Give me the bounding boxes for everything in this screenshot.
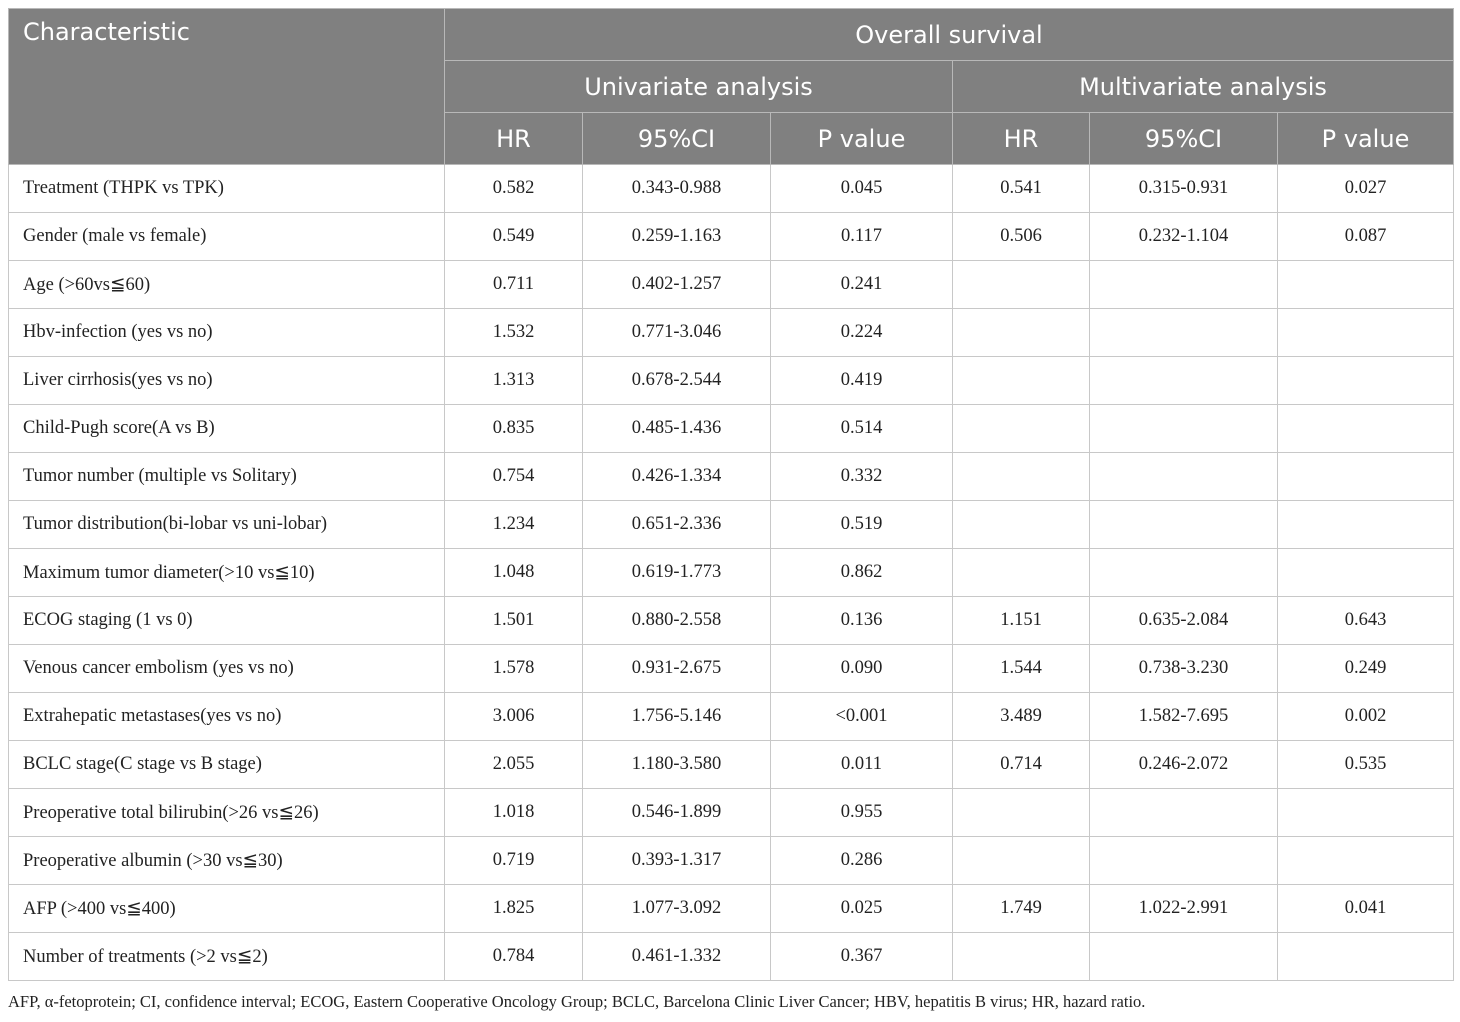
univariate-ci-cell: 0.931-2.675 xyxy=(583,645,771,693)
table-header xyxy=(9,9,1454,165)
table-row xyxy=(9,741,1454,789)
univariate-p-value-cell: 0.241 xyxy=(771,261,953,309)
characteristic-cell: Liver cirrhosis(yes vs no) xyxy=(9,357,445,405)
univariate-hr-cell: 1.532 xyxy=(445,309,583,357)
univariate-ci-cell: 0.461-1.332 xyxy=(583,933,771,981)
multivariate-hr-cell xyxy=(953,933,1090,981)
characteristic-cell: Maximum tumor diameter(>10 vs≦10) xyxy=(9,549,445,597)
table-row xyxy=(9,693,1454,741)
multivariate-p-value-cell: 0.249 xyxy=(1278,645,1454,693)
table-row xyxy=(9,645,1454,693)
univariate-hr-cell: 0.711 xyxy=(445,261,583,309)
univariate-p-value-cell: 0.514 xyxy=(771,405,953,453)
multivariate-ci-cell xyxy=(1090,549,1278,597)
multivariate-ci-cell: 1.022-2.991 xyxy=(1090,885,1278,933)
univariate-hr-cell: 0.835 xyxy=(445,405,583,453)
table-row xyxy=(9,405,1454,453)
univariate-p-value-cell: 0.519 xyxy=(771,501,953,549)
univariate-p-value-cell: 0.419 xyxy=(771,357,953,405)
header-univariate-ci: 95%CI xyxy=(583,113,771,165)
univariate-hr-cell: 2.055 xyxy=(445,741,583,789)
multivariate-p-value-cell xyxy=(1278,261,1454,309)
table-row xyxy=(9,453,1454,501)
header-multivariate-hr: HR xyxy=(953,113,1090,165)
characteristic-cell: Tumor distribution(bi-lobar vs uni-lobar) xyxy=(9,501,445,549)
univariate-hr-cell: 1.018 xyxy=(445,789,583,837)
multivariate-p-value-cell xyxy=(1278,453,1454,501)
univariate-ci-cell: 0.402-1.257 xyxy=(583,261,771,309)
multivariate-hr-cell xyxy=(953,789,1090,837)
characteristic-cell: Tumor number (multiple vs Solitary) xyxy=(9,453,445,501)
univariate-ci-cell: 1.756-5.146 xyxy=(583,693,771,741)
table-row xyxy=(9,309,1454,357)
header-overall-survival: Overall survival xyxy=(445,9,1454,61)
header-characteristic: Characteristic xyxy=(9,9,445,165)
multivariate-ci-cell xyxy=(1090,501,1278,549)
univariate-p-value-cell: 0.367 xyxy=(771,933,953,981)
univariate-p-value-cell: 0.117 xyxy=(771,213,953,261)
table-row xyxy=(9,837,1454,885)
multivariate-hr-cell xyxy=(953,549,1090,597)
table-row xyxy=(9,501,1454,549)
multivariate-ci-cell xyxy=(1090,453,1278,501)
multivariate-p-value-cell xyxy=(1278,309,1454,357)
multivariate-p-value-cell xyxy=(1278,933,1454,981)
multivariate-p-value-cell xyxy=(1278,789,1454,837)
multivariate-ci-cell xyxy=(1090,933,1278,981)
univariate-hr-cell: 1.234 xyxy=(445,501,583,549)
multivariate-hr-cell xyxy=(953,501,1090,549)
table-body xyxy=(9,165,1454,981)
multivariate-hr-cell xyxy=(953,837,1090,885)
univariate-ci-cell: 0.426-1.334 xyxy=(583,453,771,501)
multivariate-ci-cell: 1.582-7.695 xyxy=(1090,693,1278,741)
multivariate-hr-cell: 0.541 xyxy=(953,165,1090,213)
univariate-hr-cell: 0.754 xyxy=(445,453,583,501)
multivariate-hr-cell xyxy=(953,261,1090,309)
univariate-ci-cell: 0.546-1.899 xyxy=(583,789,771,837)
univariate-ci-cell: 1.077-3.092 xyxy=(583,885,771,933)
table-footnote: AFP, α-fetoprotein; CI, confidence interval; ECOG, Eastern Cooperative Oncology Group; BCLC, Barcelona Clinic Liver Cancer; HBV, hepatitis B virus; HR, hazard ratio. xyxy=(8,992,1146,1011)
univariate-p-value-cell: <0.001 xyxy=(771,693,953,741)
univariate-p-value-cell: 0.955 xyxy=(771,789,953,837)
multivariate-ci-cell xyxy=(1090,309,1278,357)
multivariate-hr-cell: 1.544 xyxy=(953,645,1090,693)
characteristic-cell: AFP (>400 vs≦400) xyxy=(9,885,445,933)
table-row xyxy=(9,261,1454,309)
table-row xyxy=(9,213,1454,261)
univariate-p-value-cell: 0.332 xyxy=(771,453,953,501)
univariate-hr-cell: 1.313 xyxy=(445,357,583,405)
univariate-ci-cell: 0.771-3.046 xyxy=(583,309,771,357)
univariate-p-value-cell: 0.045 xyxy=(771,165,953,213)
univariate-ci-cell: 0.678-2.544 xyxy=(583,357,771,405)
multivariate-hr-cell: 1.151 xyxy=(953,597,1090,645)
survival-analysis-table xyxy=(8,8,1454,981)
univariate-ci-cell: 0.485-1.436 xyxy=(583,405,771,453)
multivariate-hr-cell xyxy=(953,405,1090,453)
characteristic-cell: Child-Pugh score(A vs B) xyxy=(9,405,445,453)
characteristic-cell: Venous cancer embolism (yes vs no) xyxy=(9,645,445,693)
characteristic-cell: Extrahepatic metastases(yes vs no) xyxy=(9,693,445,741)
characteristic-cell: BCLC stage(C stage vs B stage) xyxy=(9,741,445,789)
header-univariate-analysis: Univariate analysis xyxy=(445,61,953,113)
multivariate-hr-cell: 3.489 xyxy=(953,693,1090,741)
characteristic-cell: ECOG staging (1 vs 0) xyxy=(9,597,445,645)
univariate-ci-cell: 0.393-1.317 xyxy=(583,837,771,885)
characteristic-cell: Number of treatments (>2 vs≦2) xyxy=(9,933,445,981)
multivariate-p-value-cell xyxy=(1278,501,1454,549)
univariate-hr-cell: 0.549 xyxy=(445,213,583,261)
univariate-hr-cell: 0.784 xyxy=(445,933,583,981)
multivariate-hr-cell: 1.749 xyxy=(953,885,1090,933)
multivariate-hr-cell: 0.714 xyxy=(953,741,1090,789)
univariate-p-value-cell: 0.011 xyxy=(771,741,953,789)
univariate-ci-cell: 0.651-2.336 xyxy=(583,501,771,549)
univariate-p-value-cell: 0.286 xyxy=(771,837,953,885)
univariate-hr-cell: 1.501 xyxy=(445,597,583,645)
characteristic-cell: Hbv-infection (yes vs no) xyxy=(9,309,445,357)
characteristic-cell: Preoperative albumin (>30 vs≦30) xyxy=(9,837,445,885)
table-row xyxy=(9,885,1454,933)
multivariate-ci-cell xyxy=(1090,357,1278,405)
header-multivariate-ci: 95%CI xyxy=(1090,113,1278,165)
univariate-hr-cell: 1.825 xyxy=(445,885,583,933)
multivariate-ci-cell: 0.246-2.072 xyxy=(1090,741,1278,789)
characteristic-cell: Gender (male vs female) xyxy=(9,213,445,261)
univariate-ci-cell: 0.880-2.558 xyxy=(583,597,771,645)
header-univariate-p-value: P value xyxy=(771,113,953,165)
multivariate-p-value-cell: 0.535 xyxy=(1278,741,1454,789)
univariate-hr-cell: 0.719 xyxy=(445,837,583,885)
univariate-p-value-cell: 0.862 xyxy=(771,549,953,597)
multivariate-p-value-cell xyxy=(1278,549,1454,597)
table-row xyxy=(9,165,1454,213)
univariate-p-value-cell: 0.136 xyxy=(771,597,953,645)
univariate-hr-cell: 1.578 xyxy=(445,645,583,693)
univariate-hr-cell: 3.006 xyxy=(445,693,583,741)
multivariate-ci-cell: 0.635-2.084 xyxy=(1090,597,1278,645)
header-univariate-hr: HR xyxy=(445,113,583,165)
multivariate-hr-cell: 0.506 xyxy=(953,213,1090,261)
univariate-ci-cell: 0.619-1.773 xyxy=(583,549,771,597)
table-row xyxy=(9,597,1454,645)
table-row xyxy=(9,549,1454,597)
table-row xyxy=(9,357,1454,405)
multivariate-p-value-cell xyxy=(1278,405,1454,453)
multivariate-ci-cell xyxy=(1090,789,1278,837)
univariate-ci-cell: 0.259-1.163 xyxy=(583,213,771,261)
multivariate-ci-cell xyxy=(1090,261,1278,309)
characteristic-cell: Preoperative total bilirubin(>26 vs≦26) xyxy=(9,789,445,837)
multivariate-ci-cell: 0.232-1.104 xyxy=(1090,213,1278,261)
multivariate-p-value-cell xyxy=(1278,357,1454,405)
multivariate-p-value-cell: 0.087 xyxy=(1278,213,1454,261)
univariate-ci-cell: 0.343-0.988 xyxy=(583,165,771,213)
multivariate-hr-cell xyxy=(953,453,1090,501)
univariate-ci-cell: 1.180-3.580 xyxy=(583,741,771,789)
characteristic-cell: Age (>60vs≦60) xyxy=(9,261,445,309)
multivariate-p-value-cell: 0.002 xyxy=(1278,693,1454,741)
multivariate-ci-cell: 0.315-0.931 xyxy=(1090,165,1278,213)
univariate-hr-cell: 0.582 xyxy=(445,165,583,213)
header-multivariate-p-value: P value xyxy=(1278,113,1454,165)
univariate-p-value-cell: 0.224 xyxy=(771,309,953,357)
table-row xyxy=(9,789,1454,837)
univariate-p-value-cell: 0.090 xyxy=(771,645,953,693)
multivariate-p-value-cell xyxy=(1278,837,1454,885)
table-row xyxy=(9,933,1454,981)
multivariate-p-value-cell: 0.027 xyxy=(1278,165,1454,213)
characteristic-cell: Treatment (THPK vs TPK) xyxy=(9,165,445,213)
multivariate-p-value-cell: 0.643 xyxy=(1278,597,1454,645)
header-multivariate-analysis: Multivariate analysis xyxy=(953,61,1454,113)
multivariate-p-value-cell: 0.041 xyxy=(1278,885,1454,933)
univariate-p-value-cell: 0.025 xyxy=(771,885,953,933)
multivariate-ci-cell xyxy=(1090,837,1278,885)
multivariate-ci-cell: 0.738-3.230 xyxy=(1090,645,1278,693)
multivariate-hr-cell xyxy=(953,309,1090,357)
multivariate-ci-cell xyxy=(1090,405,1278,453)
univariate-hr-cell: 1.048 xyxy=(445,549,583,597)
multivariate-hr-cell xyxy=(953,357,1090,405)
